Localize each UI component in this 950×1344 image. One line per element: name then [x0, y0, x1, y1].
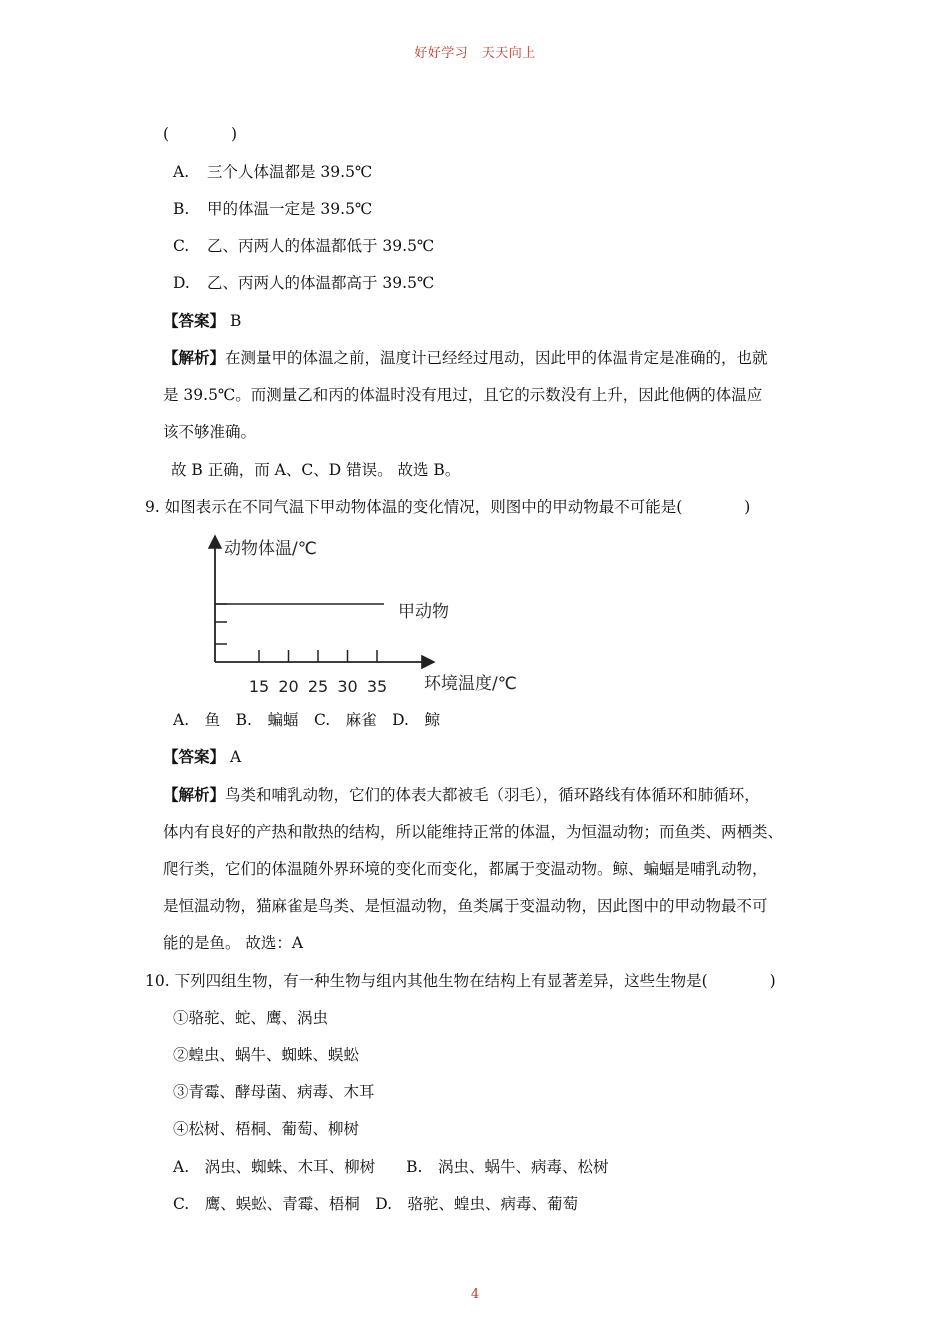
q8-analysis-line-2: 是 39.5℃。而测量乙和丙的体温时没有甩过，且它的示数没有上升，因此他俩的体温应 — [163, 386, 763, 404]
x-tick-label: 15 — [248, 677, 270, 696]
q9-analysis-line-1 — [163, 785, 760, 805]
x-tick-label: 35 — [366, 677, 388, 696]
q10-group-1: ①骆驼、蛇、鹰、涡虫 — [173, 1009, 329, 1027]
answer-tag: 【答案】 — [163, 747, 226, 766]
q8-analysis-line-1 — [163, 348, 768, 368]
analysis-text: 鸟类和哺乳动物，它们的体表大都被毛（羽毛），循环路线有体循环和肺循环， — [225, 786, 760, 804]
x-tick-label: 25 — [307, 677, 329, 696]
analysis-tag: 【解析】 — [163, 785, 226, 804]
q10-group-4: ④松树、梧桐、葡萄、柳树 — [173, 1120, 360, 1138]
answer-tag: 【答案】 — [163, 311, 226, 330]
option-text: 乙、丙两人的体温都高于 39.5℃ — [207, 274, 435, 292]
option-text: 乙、丙两人的体温都低于 39.5℃ — [207, 237, 435, 255]
q8-option-c — [173, 236, 434, 256]
q9-analysis-line-5: 能的是鱼。 故选：A — [163, 934, 304, 952]
q9-analysis-line-2: 体内有良好的产热和散热的结构，所以能维持正常的体温，为恒温动物；而鱼类、两栖类、 — [163, 823, 784, 841]
q8-option-b — [173, 199, 372, 219]
analysis-text: 在测量甲的体温之前，温度计已经经过甩动，因此甲的体温肯定是准确的，也就 — [225, 349, 768, 367]
option-text: 甲的体温一定是 39.5℃ — [207, 200, 373, 218]
q10-group-2: ②蝗虫、蜗牛、蜘蛛、蜈蚣 — [173, 1046, 360, 1064]
page-number: 4 — [470, 1287, 480, 1302]
page-header: 好好学习 天天向上 — [414, 46, 536, 61]
q10-stem: 10. 下列四组生物，有一种生物与组内其他生物在结构上有显著差异，这些生物是( ) — [145, 972, 776, 990]
answer-value: B — [229, 312, 242, 330]
q9-answer — [163, 747, 241, 767]
q9-stem: 9. 如图表示在不同气温下甲动物体温的变化情况，则图中的甲动物最不可能是( ) — [145, 498, 751, 516]
q8-conclusion: 故 B 正确，而 A、C、D 错误。 故选 B。 — [171, 461, 461, 479]
q8-option-d — [173, 273, 434, 293]
x-tick-label: 30 — [337, 677, 358, 696]
option-label: A. — [173, 163, 190, 181]
x-tick-label: 20 — [278, 677, 299, 696]
q9-analysis-line-3: 爬行类，它们的体温随外界环境的变化而变化，都属于变温动物。鲸、蝙蝠是哺乳动物， — [163, 860, 768, 878]
option-label: D. — [173, 274, 190, 292]
option-label: C. — [173, 237, 190, 255]
q9-analysis-line-4: 是恒温动物，猫麻雀是鸟类、是恒温动物，鱼类属于变温动物，因此图中的甲动物最不可 — [163, 897, 768, 915]
q8-analysis-line-3: 该不够准确。 — [163, 423, 257, 441]
q10-options-ab: A. 涡虫、蜘蛛、木耳、柳树 B. 涡虫、蜗牛、病毒、松树 — [173, 1158, 609, 1176]
analysis-tag: 【解析】 — [163, 348, 226, 367]
q9-options: A. 鱼 B. 蝙蝠 C. 麻雀 D. 鲸 — [173, 711, 440, 729]
option-label: B. — [173, 200, 190, 218]
answer-value: A — [229, 748, 242, 766]
q8-paren: ( ) — [163, 125, 238, 143]
option-text: 三个人体温都是 39.5℃ — [207, 163, 373, 181]
q10-group-3: ③青霉、酵母菌、病毒、木耳 — [173, 1083, 375, 1101]
x-axis-label: 环境温度/℃ — [424, 674, 517, 694]
q8-answer — [163, 311, 241, 331]
series-label: 甲动物 — [398, 602, 449, 622]
q10-options-cd: C. 鹰、蜈蚣、青霉、梧桐 D. 骆驼、蝗虫、病毒、葡萄 — [173, 1195, 579, 1213]
q9-chart — [200, 532, 540, 697]
y-axis-label: 动物体温/℃ — [224, 539, 317, 559]
q8-option-a — [173, 162, 372, 182]
